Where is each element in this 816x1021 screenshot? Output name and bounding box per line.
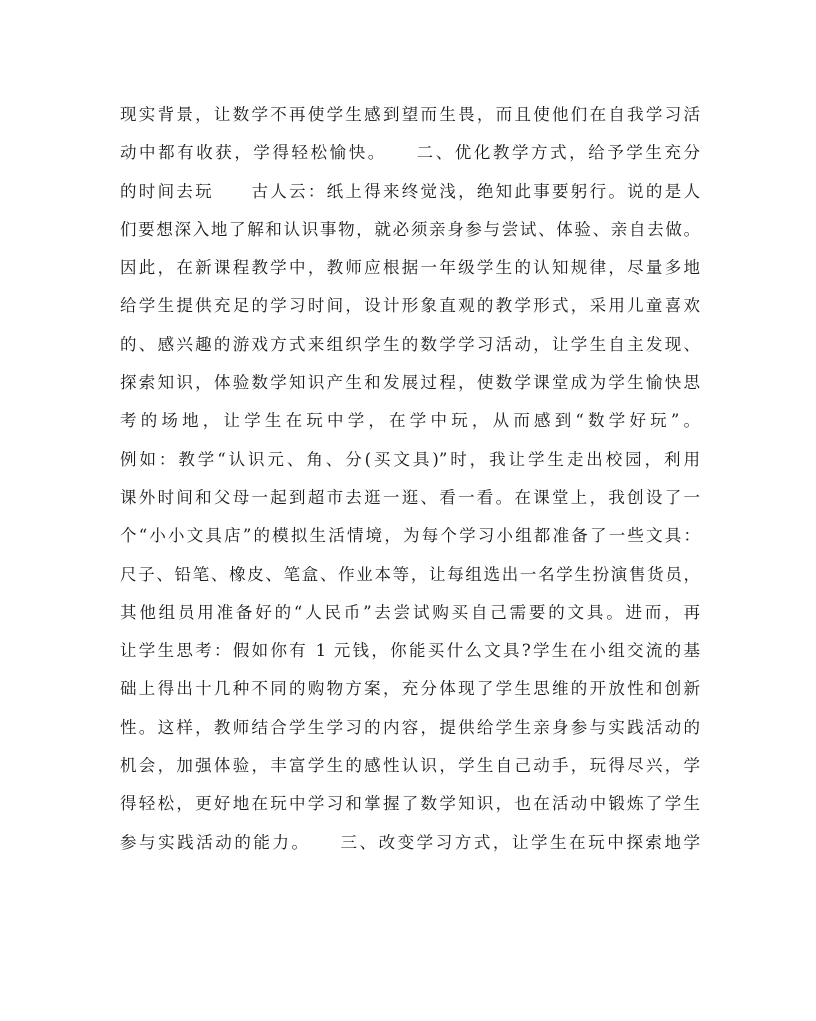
text-line: 考的场地，让学生在玩中学，在学中玩，从而感到“数学好玩”。 — [120, 411, 700, 431]
text-line: 探索知识，体验数学知识产生和发展过程，使数学课堂成为学生愉快思 — [120, 373, 700, 393]
text-line: 其他组员用准备好的“人民币”去尝试购买自己需要的文具。进而，再 — [120, 602, 700, 622]
text-line: 尺子、铅笔、橡皮、笔盒、作业本等，让每组选出一名学生扮演售货员， — [120, 564, 700, 584]
text-line: 础上得出十几种不同的购物方案，充分体现了学生思维的开放性和创新 — [120, 679, 700, 699]
text-line: 的、感兴趣的游戏方式来组织学生的数学学习活动，让学生自主发现、 — [120, 334, 700, 354]
text-line: 动中都有收获，学得轻松愉快。 二、优化教学方式，给予学生充分 — [120, 143, 700, 163]
body-text — [120, 96, 700, 862]
text-line: 性。这样，教师结合学生学习的内容，提供给学生亲身参与实践活动的 — [120, 717, 700, 737]
text-line: 们要想深入地了解和认识事物，就必须亲身参与尝试、体验、亲自去做。 — [120, 219, 700, 239]
text-line: 得轻松，更好地在玩中学习和掌握了数学知识，也在活动中锻炼了学生 — [120, 794, 700, 814]
text-line: 参与实践活动的能力。 三、改变学习方式，让学生在玩中探索地学 — [120, 832, 700, 852]
text-line: 的时间去玩 古人云：纸上得来终觉浅，绝知此事要躬行。说的是人 — [120, 181, 700, 201]
text-line: 给学生提供充足的学习时间，设计形象直观的教学形式，采用儿童喜欢 — [120, 296, 700, 316]
text-line: 例如：教学“认识元、角、分(买文具)”时，我让学生走出校园，利用 — [120, 449, 700, 469]
text-line: 现实背景，让数学不再使学生感到望而生畏，而且使他们在自我学习活 — [120, 105, 700, 124]
text-line: 因此，在新课程教学中，教师应根据一年级学生的认知规律，尽量多地 — [120, 258, 700, 278]
text-line: 让学生思考：假如你有 1 元钱，你能买什么文具?学生在小组交流的基 — [120, 641, 700, 661]
text-line: 个“小小文具店”的模拟生活情境，为每个学习小组都准备了一些文具： — [120, 526, 700, 546]
text-line: 课外时间和父母一起到超市去逛一逛、看一看。在课堂上，我创设了一 — [120, 487, 700, 507]
text-line: 机会，加强体验，丰富学生的感性认识，学生自己动手，玩得尽兴，学 — [120, 756, 700, 776]
